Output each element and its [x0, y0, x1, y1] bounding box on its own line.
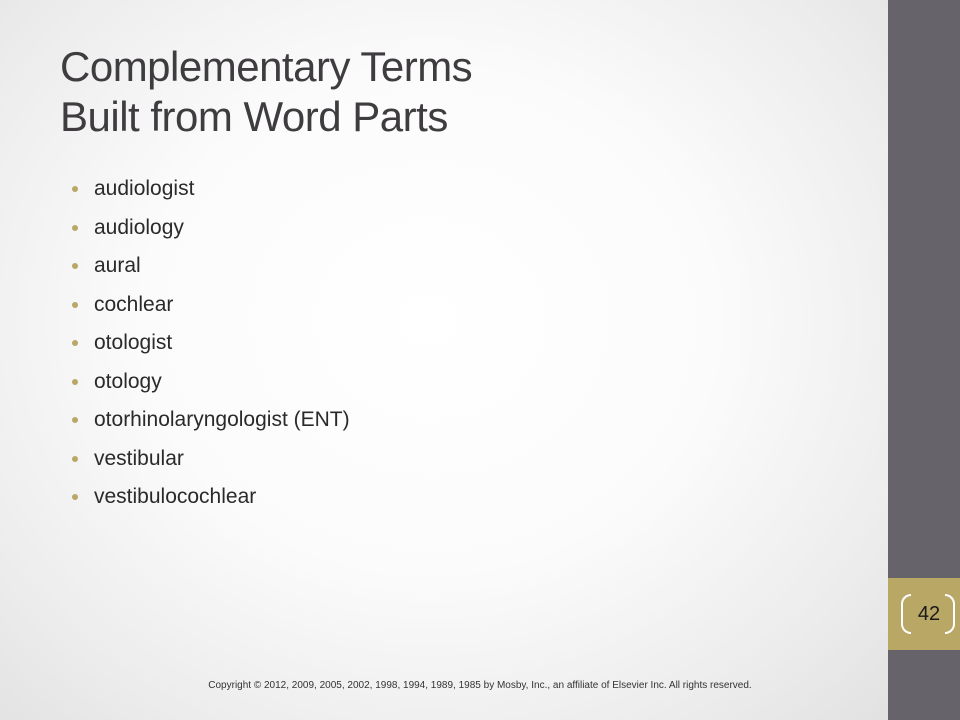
slide-title [60, 42, 840, 142]
list-item-text: aural [94, 254, 141, 277]
bullet-icon [72, 302, 78, 308]
bullet-icon [72, 494, 78, 500]
list-item [72, 363, 350, 402]
list-item [72, 478, 350, 517]
list-item [72, 324, 350, 363]
list-item [72, 209, 350, 248]
title-line-2: Built from Word Parts [60, 93, 448, 140]
list-item-text: vestibular [94, 446, 184, 470]
list-item-text: cochlear [94, 292, 174, 316]
list-item [72, 170, 350, 209]
page-number-box [888, 578, 960, 650]
list-item [72, 401, 350, 440]
term-list [72, 170, 350, 517]
title-line-1: Complementary Terms [60, 43, 473, 90]
right-bracket-icon [945, 594, 955, 634]
bullet-icon [72, 379, 78, 385]
bullet-icon [72, 340, 78, 346]
bullet-icon [72, 417, 78, 423]
page-number: 42 [917, 603, 941, 625]
list-item [72, 286, 350, 325]
list-item-text: audiology [94, 215, 184, 239]
bullet-icon [72, 186, 78, 192]
list-item-text: vestibulocochlear [94, 485, 257, 508]
copyright-notice: Copyright © 2012, 2009, 2005, 2002, 1998, 1994, 1989, 1985 by Mosby, Inc., an affiliate of Elsevier Inc. All rights reserved. [208, 680, 752, 691]
list-item [72, 247, 350, 286]
list-item [72, 440, 350, 479]
bullet-icon [72, 456, 78, 462]
list-item-text: audiologist [94, 177, 195, 200]
bullet-icon [72, 225, 78, 231]
list-item-text: otology [94, 369, 162, 393]
list-item-text: otorhinolaryngologist (ENT) [94, 408, 350, 431]
bullet-icon [72, 263, 78, 269]
list-item-text: otologist [94, 331, 173, 354]
